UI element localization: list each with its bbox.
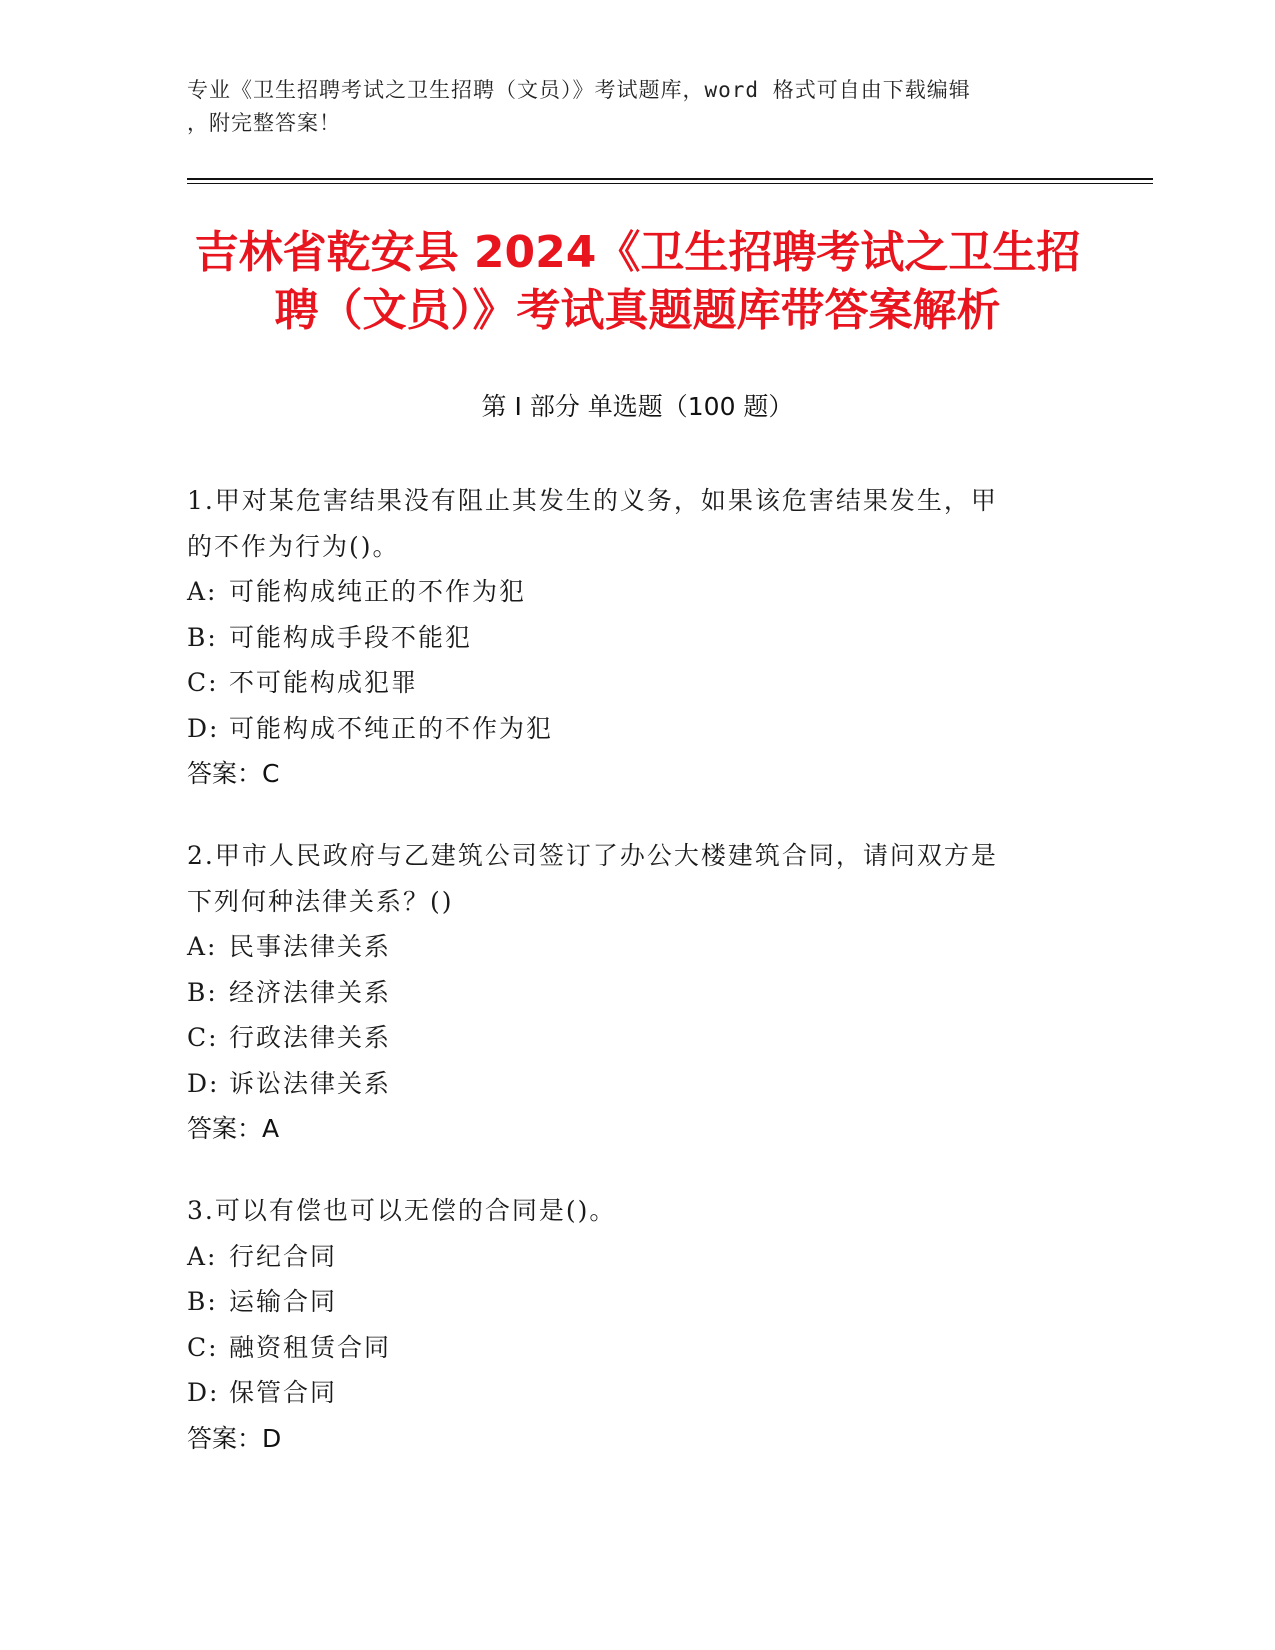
section-heading: 第 I 部分 单选题（100 题） bbox=[481, 392, 794, 421]
option-text: 可能构成手段不能犯 bbox=[229, 622, 473, 652]
header-note-line-2: ，附完整答案！ bbox=[187, 111, 341, 135]
option-b bbox=[187, 615, 1087, 661]
question-stem: 3.可以有偿也可以无偿的合同是()。 bbox=[187, 1196, 617, 1225]
option-key: D: bbox=[187, 1068, 220, 1098]
option-text: 诉讼法律关系 bbox=[229, 1068, 392, 1098]
option-key: C: bbox=[187, 1332, 219, 1362]
question-item bbox=[187, 478, 1087, 797]
option-key: A: bbox=[187, 577, 218, 606]
option-d bbox=[187, 1061, 1087, 1107]
option-text: 运输合同 bbox=[229, 1287, 338, 1316]
header-note-line-1: 专业《卫生招聘考试之卫生招聘（文员）》考试题库，word 格式可自由下载编辑 bbox=[187, 78, 971, 102]
option-key: D: bbox=[187, 713, 220, 743]
option-key: C: bbox=[187, 668, 219, 697]
option-a bbox=[187, 569, 1087, 615]
option-key: D: bbox=[187, 1378, 220, 1407]
question-item bbox=[187, 1188, 1087, 1462]
option-c bbox=[187, 1015, 1087, 1061]
answer-line: 答案：D bbox=[187, 1423, 282, 1453]
header-divider-thin bbox=[187, 183, 1153, 184]
option-text: 民事法律关系 bbox=[229, 932, 392, 961]
option-text: 融资租赁合同 bbox=[229, 1332, 392, 1362]
question-list bbox=[187, 478, 1087, 1498]
option-text: 可能构成不纯正的不作为犯 bbox=[229, 713, 554, 743]
option-text: 不可能构成犯罪 bbox=[229, 668, 419, 697]
question-stem: 的不作为行为()。 bbox=[187, 531, 400, 561]
header-divider-thick bbox=[187, 178, 1153, 180]
option-text: 保管合同 bbox=[229, 1378, 338, 1407]
document-title-line-2: 聘（文员）》考试真题题库带答案解析 bbox=[274, 285, 1001, 336]
option-d bbox=[187, 1370, 1087, 1416]
option-c bbox=[187, 1325, 1087, 1371]
option-d bbox=[187, 706, 1087, 752]
option-text: 可能构成纯正的不作为犯 bbox=[229, 577, 527, 606]
option-key: A: bbox=[187, 932, 218, 961]
option-key: B: bbox=[187, 1287, 218, 1316]
document-title bbox=[150, 224, 1125, 340]
option-key: C: bbox=[187, 1023, 219, 1052]
option-text: 经济法律关系 bbox=[229, 977, 392, 1007]
option-key: A: bbox=[187, 1241, 218, 1271]
option-b bbox=[187, 1279, 1087, 1325]
option-text: 行政法律关系 bbox=[229, 1023, 392, 1052]
question-stem: 2.甲市人民政府与乙建筑公司签订了办公大楼建筑合同，请问双方是 bbox=[187, 841, 998, 870]
question-item bbox=[187, 833, 1087, 1152]
answer-line: 答案：C bbox=[187, 759, 280, 788]
option-b bbox=[187, 970, 1087, 1016]
question-stem: 1.甲对某危害结果没有阻止其发生的义务，如果该危害结果发生，甲 bbox=[187, 486, 998, 515]
header-note bbox=[187, 74, 1067, 140]
option-a bbox=[187, 924, 1087, 970]
answer-line: 答案：A bbox=[187, 1114, 280, 1143]
option-a bbox=[187, 1234, 1087, 1280]
option-key: B: bbox=[187, 622, 218, 652]
question-stem: 下列何种法律关系？() bbox=[187, 886, 454, 916]
option-text: 行纪合同 bbox=[229, 1241, 338, 1271]
document-title-line-1: 吉林省乾安县 2024《卫生招聘考试之卫生招 bbox=[194, 227, 1081, 278]
option-c bbox=[187, 660, 1087, 706]
option-key: B: bbox=[187, 977, 218, 1007]
